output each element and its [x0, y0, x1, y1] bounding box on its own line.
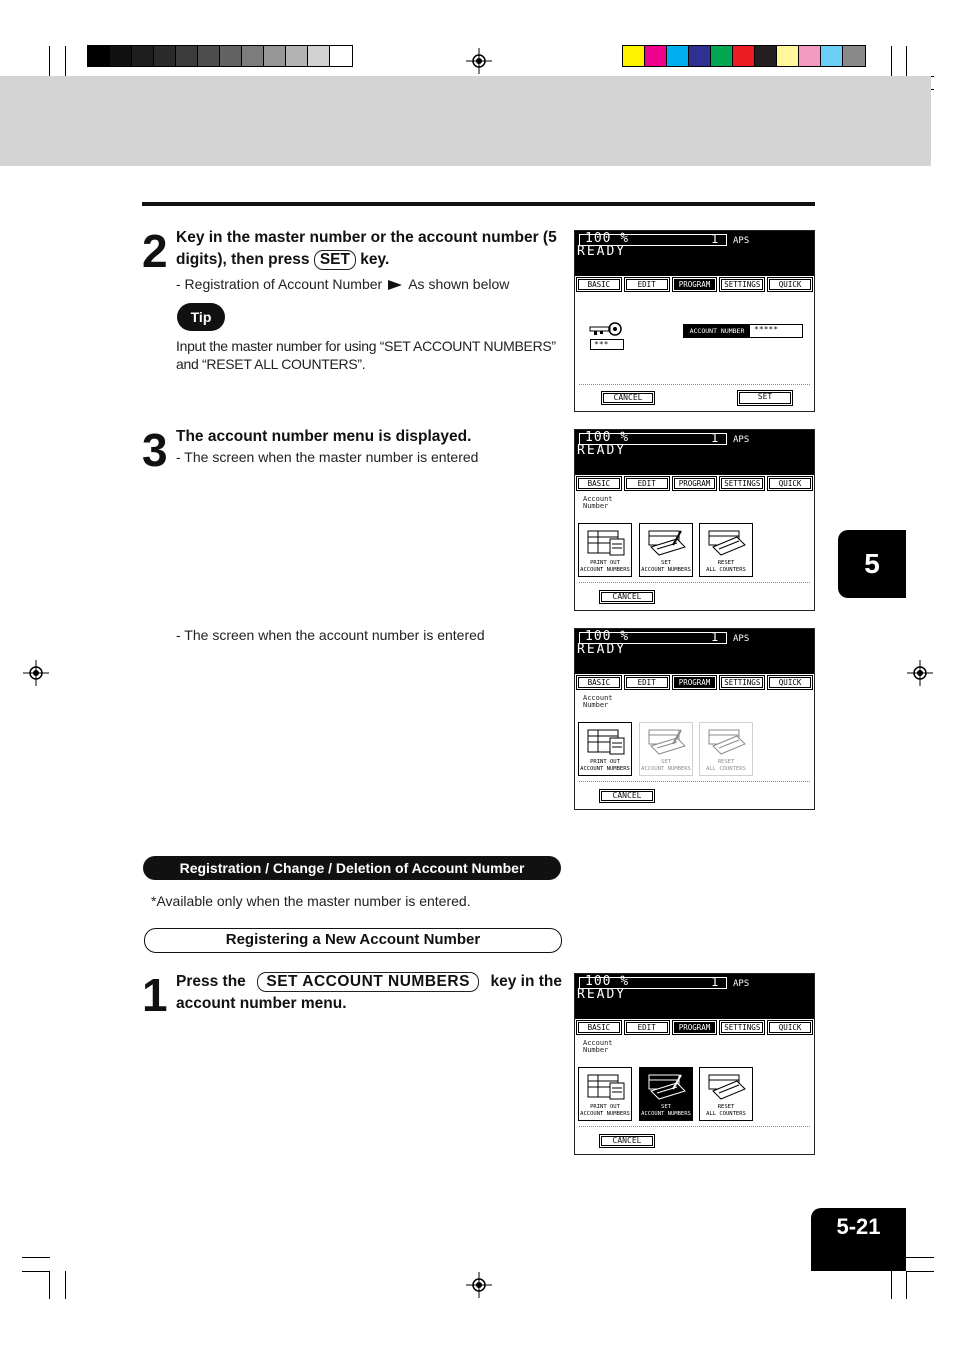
- account-caption-1: Account: [583, 495, 613, 503]
- arrow-right-icon: [388, 280, 402, 290]
- print-caption-1: PRINT OUT: [590, 1104, 620, 1110]
- step-2-note: [176, 275, 566, 293]
- lcd-ready: READY: [577, 642, 627, 657]
- print-caption-1: PRINT OUT: [590, 560, 620, 566]
- reset-caption-1: RESET: [717, 759, 735, 765]
- lcd-ready: READY: [577, 987, 627, 1002]
- account-caption-2: Number: [583, 502, 609, 510]
- key-stars-box: ***: [590, 339, 624, 350]
- color-swatch-strip: [622, 45, 866, 67]
- color-swatch-6: [733, 46, 755, 66]
- lcd-copies: 1: [711, 630, 719, 644]
- set-account-numbers-key-label: SET ACCOUNT NUMBERS: [257, 972, 479, 992]
- step-3-note-master: - The screen when the master number is entered: [176, 449, 479, 465]
- account-caption-1: Account: [583, 1039, 613, 1047]
- set-caption: [640, 759, 692, 773]
- page-number: 5-21: [811, 1208, 906, 1271]
- subsection-heading: Registering a New Account Number: [144, 928, 562, 953]
- lcd-screen-master-menu: [574, 429, 815, 611]
- reset-caption-2: ALL COUNTERS: [706, 766, 746, 772]
- reset-all-counters-button[interactable]: [699, 1067, 753, 1121]
- step-1-tail: key in the: [490, 973, 562, 990]
- lcd-separator: [579, 1126, 810, 1127]
- step-2-heading-tail: key.: [360, 251, 390, 268]
- cancel-button[interactable]: CANCEL: [599, 789, 655, 803]
- step-1-line2: account number menu.: [176, 995, 347, 1012]
- crop-mark-br-h2: [906, 1271, 934, 1272]
- tip-text: Input the master number for using “SET ACCOUNT NUMBERS” and “RESET ALL COUNTERS”.: [176, 338, 556, 372]
- set-key-label: SET: [314, 250, 356, 270]
- reset-caption-1: RESET: [717, 1104, 735, 1110]
- lcd-aps: APS: [733, 435, 750, 445]
- lcd-header: [575, 629, 814, 674]
- lcd-screen-set-selected: [574, 973, 815, 1155]
- reset-counters-icon: [707, 728, 747, 756]
- print-caption-2: ACCOUNT NUMBERS: [580, 1111, 630, 1117]
- set-account-numbers-button[interactable]: [639, 523, 693, 577]
- step-1-press: Press the: [176, 973, 246, 990]
- gray-swatch-12: [330, 46, 352, 66]
- crop-mark-bl-h2: [22, 1271, 50, 1272]
- tab-quick[interactable]: QUICK: [767, 675, 813, 690]
- color-swatch-2: [645, 46, 667, 66]
- gray-swatch-6: [198, 46, 220, 66]
- lcd-copies: 1: [711, 431, 719, 445]
- reset-counters-icon: [707, 529, 747, 557]
- color-swatch-7: [755, 46, 777, 66]
- lcd-ready: READY: [577, 443, 627, 458]
- crop-mark-tr-v2: [906, 46, 907, 76]
- tab-program[interactable]: PROGRAM: [672, 1020, 718, 1035]
- set-caption-2: ACCOUNT NUMBERS: [641, 1111, 691, 1117]
- color-swatch-8: [777, 46, 799, 66]
- print-caption: [579, 560, 631, 574]
- set-account-numbers-button-disabled: [639, 722, 693, 776]
- reset-caption: [700, 759, 752, 773]
- crop-mark-bl-v2: [65, 1271, 66, 1299]
- step-2-note-text: - Registration of Account Number: [176, 276, 383, 292]
- gray-swatch-9: [264, 46, 286, 66]
- gray-swatch-7: [220, 46, 242, 66]
- key-icon: [589, 321, 625, 337]
- account-number-value: *****: [754, 325, 779, 334]
- tab-program[interactable]: PROGRAM: [672, 675, 718, 690]
- crop-mark-tr-v1: [891, 46, 892, 76]
- color-swatch-10: [821, 46, 843, 66]
- section-banner: Registration / Change / Deletion of Account Number: [143, 856, 561, 880]
- step-1-line1: [176, 971, 562, 993]
- step-1-heading: [176, 971, 562, 1015]
- cancel-button[interactable]: CANCEL: [599, 590, 655, 604]
- gray-swatch-2: [110, 46, 132, 66]
- step-2-number: 2: [142, 225, 168, 277]
- crop-mark-bl-h: [22, 1257, 50, 1258]
- top-rule: [142, 202, 815, 206]
- chapter-tab: 5: [838, 530, 906, 598]
- step-3-note-account: - The screen when the account number is entered: [176, 627, 485, 643]
- crop-mark-br-v1: [891, 1271, 892, 1299]
- account-caption-1: Account: [583, 694, 613, 702]
- lcd-copies: 1: [711, 232, 719, 246]
- lcd-zoom: 100 %: [585, 231, 630, 246]
- grayscale-swatch-strip: [87, 45, 353, 67]
- registration-mark-left: [23, 660, 49, 686]
- set-caption-1: SET: [661, 759, 671, 765]
- printout-icon: [586, 529, 626, 557]
- gray-swatch-1: [88, 46, 110, 66]
- print-caption: [579, 1104, 631, 1118]
- color-swatch-4: [689, 46, 711, 66]
- gray-swatch-3: [132, 46, 154, 66]
- tab-edit[interactable]: EDIT: [624, 277, 670, 292]
- color-swatch-11: [843, 46, 865, 66]
- crop-mark-br-h: [906, 1257, 934, 1258]
- lcd-copies: 1: [711, 975, 719, 989]
- tab-settings[interactable]: SETTINGS: [719, 476, 765, 491]
- account-number-label: ACCOUNT NUMBER: [684, 325, 750, 337]
- print-account-numbers-button[interactable]: [578, 722, 632, 776]
- set-caption-2: ACCOUNT NUMBERS: [641, 567, 691, 573]
- registration-mark-top: [466, 48, 492, 74]
- color-swatch-5: [711, 46, 733, 66]
- set-button[interactable]: SET: [737, 390, 793, 406]
- tip-badge: Tip: [177, 303, 225, 331]
- lcd-tab-bar: [575, 276, 814, 294]
- tab-settings[interactable]: SETTINGS: [719, 675, 765, 690]
- tab-edit[interactable]: EDIT: [624, 675, 670, 690]
- reset-caption: [700, 560, 752, 574]
- lcd-screen-account-menu: [574, 628, 815, 810]
- lcd-tab-bar: [575, 1019, 814, 1037]
- reset-caption-1: RESET: [717, 560, 735, 566]
- set-caption: [640, 560, 692, 574]
- crop-mark-tl-v2: [65, 46, 66, 76]
- lcd-aps: APS: [733, 236, 750, 246]
- crop-mark-br-v2: [906, 1271, 907, 1299]
- reset-all-counters-button[interactable]: [699, 523, 753, 577]
- reset-caption-2: ALL COUNTERS: [706, 567, 746, 573]
- lcd-header: [575, 231, 814, 276]
- lcd-separator: [579, 781, 810, 782]
- lcd-zoom: 100 %: [585, 974, 630, 989]
- set-accounts-icon: [647, 529, 687, 557]
- tab-basic[interactable]: BASIC: [576, 476, 622, 491]
- set-caption: [640, 1104, 692, 1118]
- account-caption-2: Number: [583, 701, 609, 709]
- step-2-note-tail: As shown below: [408, 276, 510, 292]
- color-swatch-9: [799, 46, 821, 66]
- registration-mark-right: [907, 660, 933, 686]
- lcd-separator: [579, 582, 810, 583]
- print-account-numbers-button[interactable]: [578, 523, 632, 577]
- lcd-screen-account-entry: [574, 230, 815, 412]
- set-accounts-icon: [647, 1073, 687, 1101]
- step-1-number: 1: [142, 969, 168, 1021]
- cancel-button[interactable]: CANCEL: [601, 391, 655, 405]
- tab-quick[interactable]: QUICK: [767, 476, 813, 491]
- availability-note: *Available only when the master number is entered.: [151, 893, 471, 909]
- print-caption-1: PRINT OUT: [590, 759, 620, 765]
- lcd-tab-bar: [575, 475, 814, 493]
- registration-mark-bottom: [466, 1272, 492, 1298]
- lcd-ready: READY: [577, 244, 627, 259]
- tab-program[interactable]: PROGRAM: [672, 476, 718, 491]
- header-band: [0, 76, 931, 166]
- lcd-separator: [579, 384, 810, 385]
- step-3-number: 3: [142, 424, 168, 476]
- lcd-tab-bar: [575, 674, 814, 692]
- tab-program[interactable]: PROGRAM: [672, 277, 718, 292]
- lcd-header: [575, 430, 814, 475]
- step-3-heading: The account number menu is displayed.: [176, 428, 472, 445]
- printout-icon: [586, 1073, 626, 1101]
- gray-swatch-5: [176, 46, 198, 66]
- lcd-header: [575, 974, 814, 1019]
- set-caption-1: SET: [661, 560, 671, 566]
- lcd-aps: APS: [733, 634, 750, 644]
- gray-swatch-8: [242, 46, 264, 66]
- crop-mark-bl-v1: [49, 1271, 50, 1299]
- step-2-heading: [176, 227, 562, 271]
- set-accounts-icon: [647, 728, 687, 756]
- set-caption-2: ACCOUNT NUMBERS: [641, 766, 691, 772]
- tab-quick[interactable]: QUICK: [767, 1020, 813, 1035]
- print-account-numbers-button[interactable]: [578, 1067, 632, 1121]
- lcd-aps: APS: [733, 979, 750, 989]
- color-swatch-3: [667, 46, 689, 66]
- account-caption-2: Number: [583, 1046, 609, 1054]
- step-2-heading-text: Key in the master number or the account number (5 digits), then press: [176, 229, 557, 268]
- print-caption-2: ACCOUNT NUMBERS: [580, 567, 630, 573]
- reset-all-counters-button-disabled: [699, 722, 753, 776]
- gray-swatch-11: [308, 46, 330, 66]
- reset-caption-2: ALL COUNTERS: [706, 1111, 746, 1117]
- set-account-numbers-button-selected[interactable]: [639, 1067, 693, 1121]
- tab-quick[interactable]: QUICK: [767, 277, 813, 292]
- tab-basic[interactable]: BASIC: [576, 277, 622, 292]
- gray-swatch-10: [286, 46, 308, 66]
- reset-counters-icon: [707, 1073, 747, 1101]
- cancel-button[interactable]: CANCEL: [599, 1134, 655, 1148]
- tab-basic[interactable]: BASIC: [576, 1020, 622, 1035]
- printout-icon: [586, 728, 626, 756]
- tab-basic[interactable]: BASIC: [576, 675, 622, 690]
- color-swatch-1: [623, 46, 645, 66]
- print-caption: [579, 759, 631, 773]
- lcd-zoom: 100 %: [585, 430, 630, 445]
- tab-edit[interactable]: EDIT: [624, 476, 670, 491]
- gray-swatch-4: [154, 46, 176, 66]
- lcd-zoom: 100 %: [585, 629, 630, 644]
- tab-settings[interactable]: SETTINGS: [719, 277, 765, 292]
- account-number-field[interactable]: [683, 324, 803, 338]
- tab-edit[interactable]: EDIT: [624, 1020, 670, 1035]
- reset-caption: [700, 1104, 752, 1118]
- set-caption-1: SET: [661, 1104, 671, 1110]
- tab-settings[interactable]: SETTINGS: [719, 1020, 765, 1035]
- crop-mark-tl-v1: [49, 46, 50, 76]
- print-caption-2: ACCOUNT NUMBERS: [580, 766, 630, 772]
